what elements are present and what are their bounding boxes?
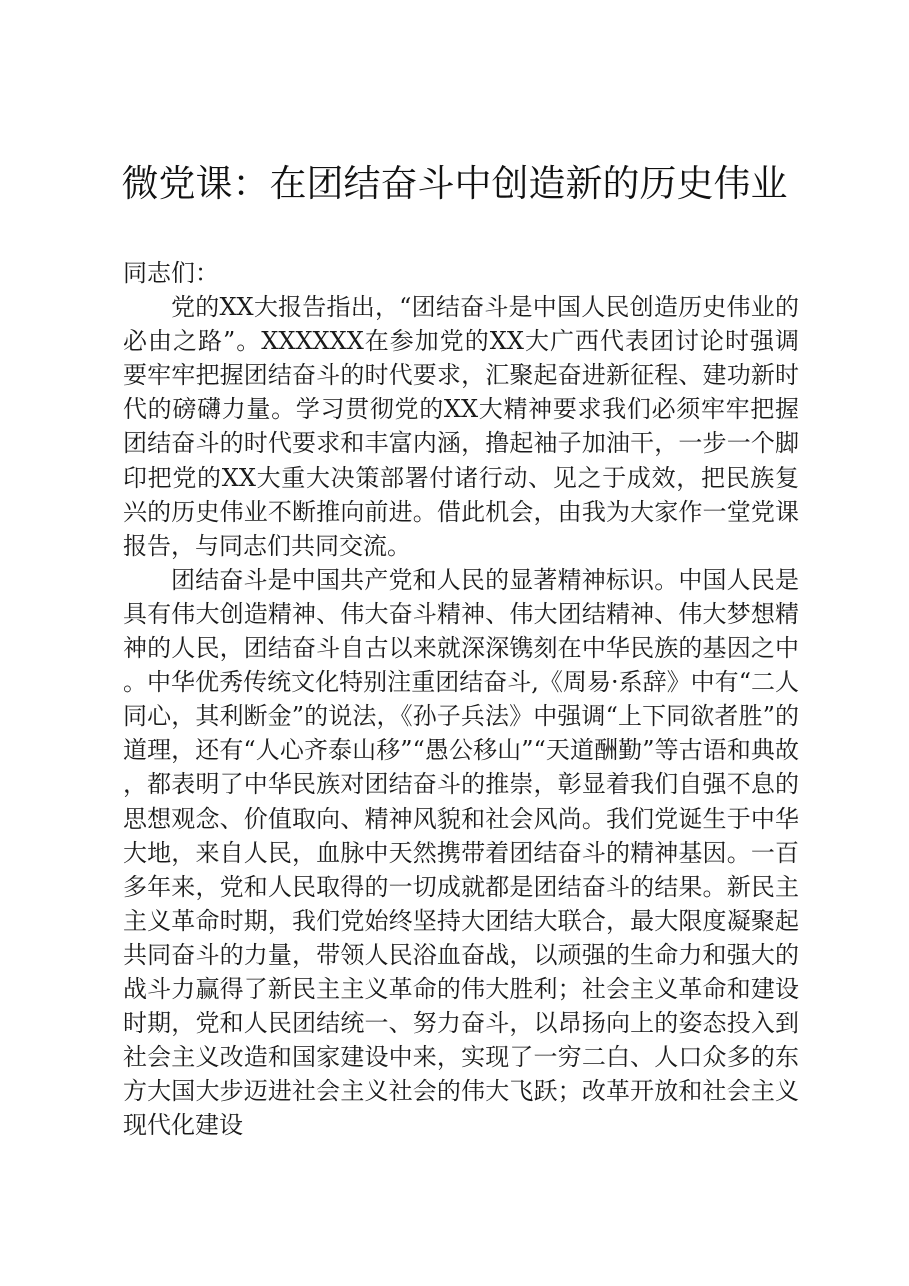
salutation: 同志们： bbox=[123, 259, 219, 287]
document-body bbox=[123, 256, 799, 1142]
paragraph-2: 团结奋斗是中国共产党和人民的显著精神标识。中国人民是具有伟大创造精神、伟大奋斗精神、伟大团结精神、伟大梦想精神的人民，团结奋斗自古以来就深深镌刻在中华民族的基因之中。中华优秀传统文化特别注重团结奋斗,《周易·系辞》中有“二人同心，其利断金”的说法，《孙子兵法》中强调“上下同欲者胜”的道理，还有“人心齐泰山移”“愚公移山”“天道酬勤”等古语和典故，都表明了中华民族对团结奋斗的推崇，彰显着我们自强不息的思想观念、价值取向、精神风貌和社会风尚。我们党诞生于中华大地，来自人民，血脉中天然携带着团结奋斗的精神基因。一百多年来，党和人民取得的一切成就都是团结奋斗的结果。新民主主义革命时期，我们党始终坚持大团结大联合，最大限度凝聚起共同奋斗的力量，带领人民浴血奋战，以顽强的生命力和强大的战斗力赢得了新民主主义革命的伟大胜利；社会主义革命和建设时期，党和人民团结统一、努力奋斗，以昂扬向上的姿态投入到社会主义改造和国家建设中来，实现了一穷二白、人口众多的东方大国大步迈进社会主义社会的伟大飞跃；改革开放和社会主义现代化建设 bbox=[123, 565, 799, 1140]
document-title: 微党课：在团结奋斗中创造新的历史伟业 bbox=[121, 162, 788, 205]
paragraph-1: 党的XX大报告指出，“团结奋斗是中国人民创造历史伟业的必由之路”。XXXXXX在参加党的XX大广西代表团讨论时强调要牢牢把握团结奋斗的时代要求，汇聚起奋进新征程、建功新时代的磅礴力量。学习贯彻党的XX大精神要求我们必须牢牢把握团结奋斗的时代要求和丰富内涵，撸起袖子加油干，一步一个脚印把党的XX大重大决策部署付诸行动、见之于成效，把民族复兴的历史伟业不断推向前进。借此机会，由我为大家作一堂党课报告，与同志们共同交流。 bbox=[123, 293, 799, 560]
